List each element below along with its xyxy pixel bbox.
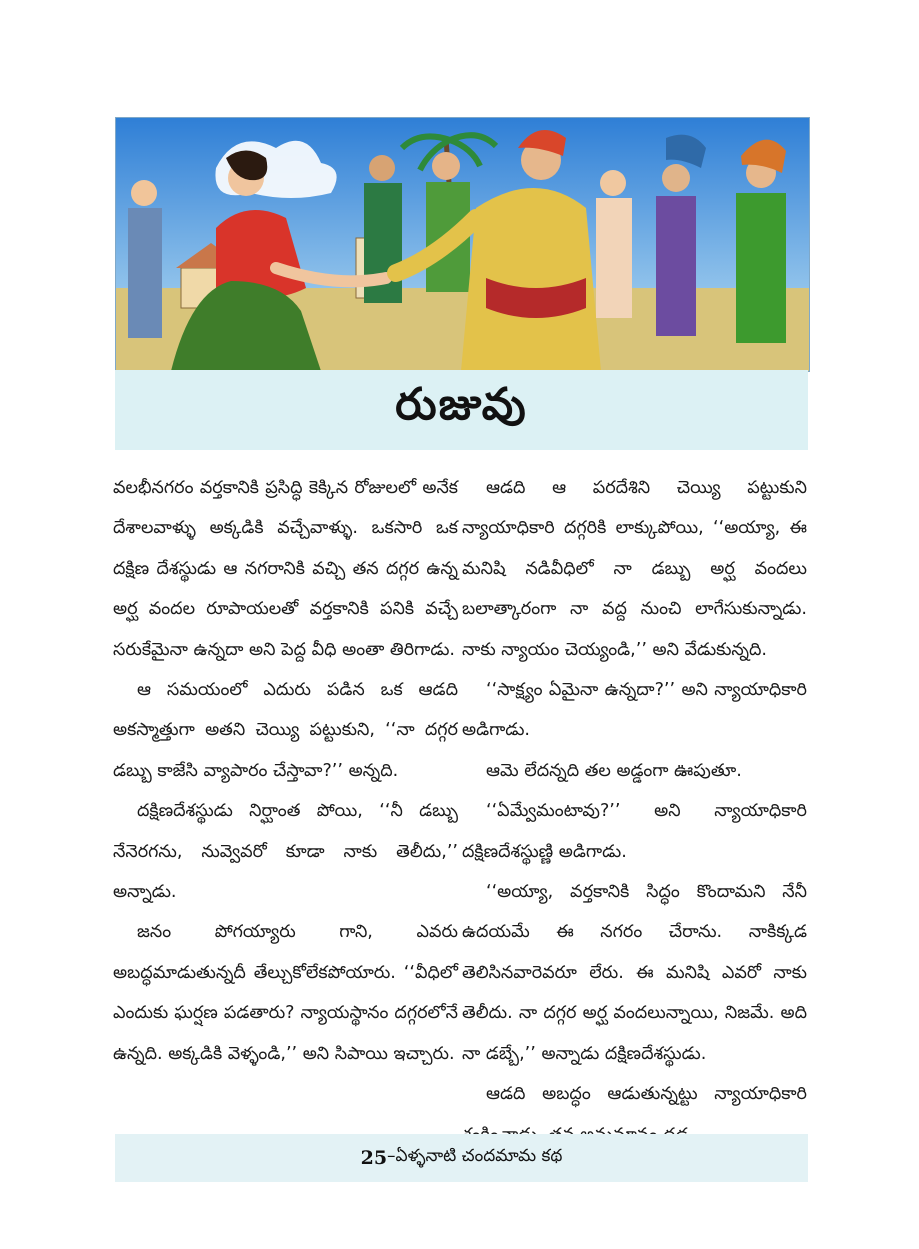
paragraph: ‘‘అయ్యా, వర్తకానికి సిద్ధం కొందామని నేనీ ఉదయమే ఈ నగరం చేరాను. నాకిక్కడ తెలిసినవారెవరూ లేరు. ఈ మనిషి ఎవరో నాకు తెలీదు. నా దగ్గర అర్ఘ వందలున్నాయి, నిజమే. అది నా డబ్బే,’’ అన్నాడు దక్షిణదేశస్థుడు.	[462, 882, 807, 1064]
story-illustration	[115, 117, 810, 372]
paragraph: జనం పోగయ్యారు గాని, ఎవరు అబద్ధమాడుతున్నదీ తేల్చుకోలేకపోయారు. ‘‘వీధిలో ఎందుకు ఘర్షణ పడతారు? న్యాయస్థానం దగ్గరలోనే ఉన్నది. అక్కడికి వెళ్ళండి,’’ అని సిపాయి ఇచ్చారు.	[113, 922, 458, 1064]
footer-caption: –ఏళ్ళనాటి చందమామ కథ	[387, 1146, 563, 1166]
left-text-column	[113, 468, 458, 1074]
paragraph: వలభీనగరం వర్తకానికి ప్రసిద్ధి కెక్కిన రోజులలో అనేక దేశాలవాళ్ళు అక్కడికి వచ్చేవాళ్ళు. ఒకసారి ఒక దక్షిణ దేశస్థుడు ఆ నగరానికి వచ్చి తన దగ్గర ఉన్న అర్ఘ వందల రూపాయలతో వర్తకానికి పనికి వచ్చే సరుకేమైనా ఉన్నదా అని పెద్ద వీధి అంతా తిరిగాడు.	[113, 478, 458, 660]
paragraph: ‘‘సాక్ష్యం ఏమైనా ఉన్నదా?’’ అని న్యాయాధికారి అడిగాడు.	[462, 680, 807, 741]
paragraph: ఆడది అబద్ధం ఆడుతున్నట్టు న్యాయాధికారి	[486, 1084, 807, 1105]
title-band	[115, 370, 808, 450]
paragraph: ఆమె లేదన్నది తల అడ్డంగా ఊపుతూ.	[486, 760, 742, 781]
right-text-column	[462, 468, 807, 1155]
story-title: రుజువు	[395, 379, 528, 430]
paragraph: ‘‘ఏమ్వేమంటావు?’’ అని న్యాయాధికారి దక్షిణదేశస్థుణ్ణి అడిగాడు.	[462, 801, 807, 862]
footer-band	[115, 1134, 808, 1182]
paragraph: దక్షిణదేశస్థుడు నిర్ఘాంత పోయి, ‘‘నీ డబ్బు నేనెరగను, నువ్వెవరో కూడా నాకు తెలీదు,’’ అన్నాడు.	[113, 801, 458, 903]
paragraph: ఆడది ఆ పరదేశిని చెయ్యి పట్టుకుని న్యాయాధికారి దగ్గరికి లాక్కుపోయి, ‘‘అయ్యా, ఈ మనిషి నడివీధిలో నా డబ్బు అర్ఘ వందలు బలాత్కారంగా నా వద్ద నుంచి లాగేసుకున్నాడు. నాకు న్యాయం చెయ్యండి,’’ అని వేడుకున్నది.	[462, 478, 807, 660]
paragraph: ఆ సమయంలో ఎదురు పడిన ఒక ఆడది అకస్మాత్తుగా అతని చెయ్యి పట్టుకుని, ‘‘నా దగ్గర డబ్బు కాజేసి వ్యాపారం చేస్తావా?’’ అన్నది.	[113, 680, 458, 781]
page-number: 25	[360, 1147, 388, 1169]
market-scene-illustration	[116, 118, 809, 371]
